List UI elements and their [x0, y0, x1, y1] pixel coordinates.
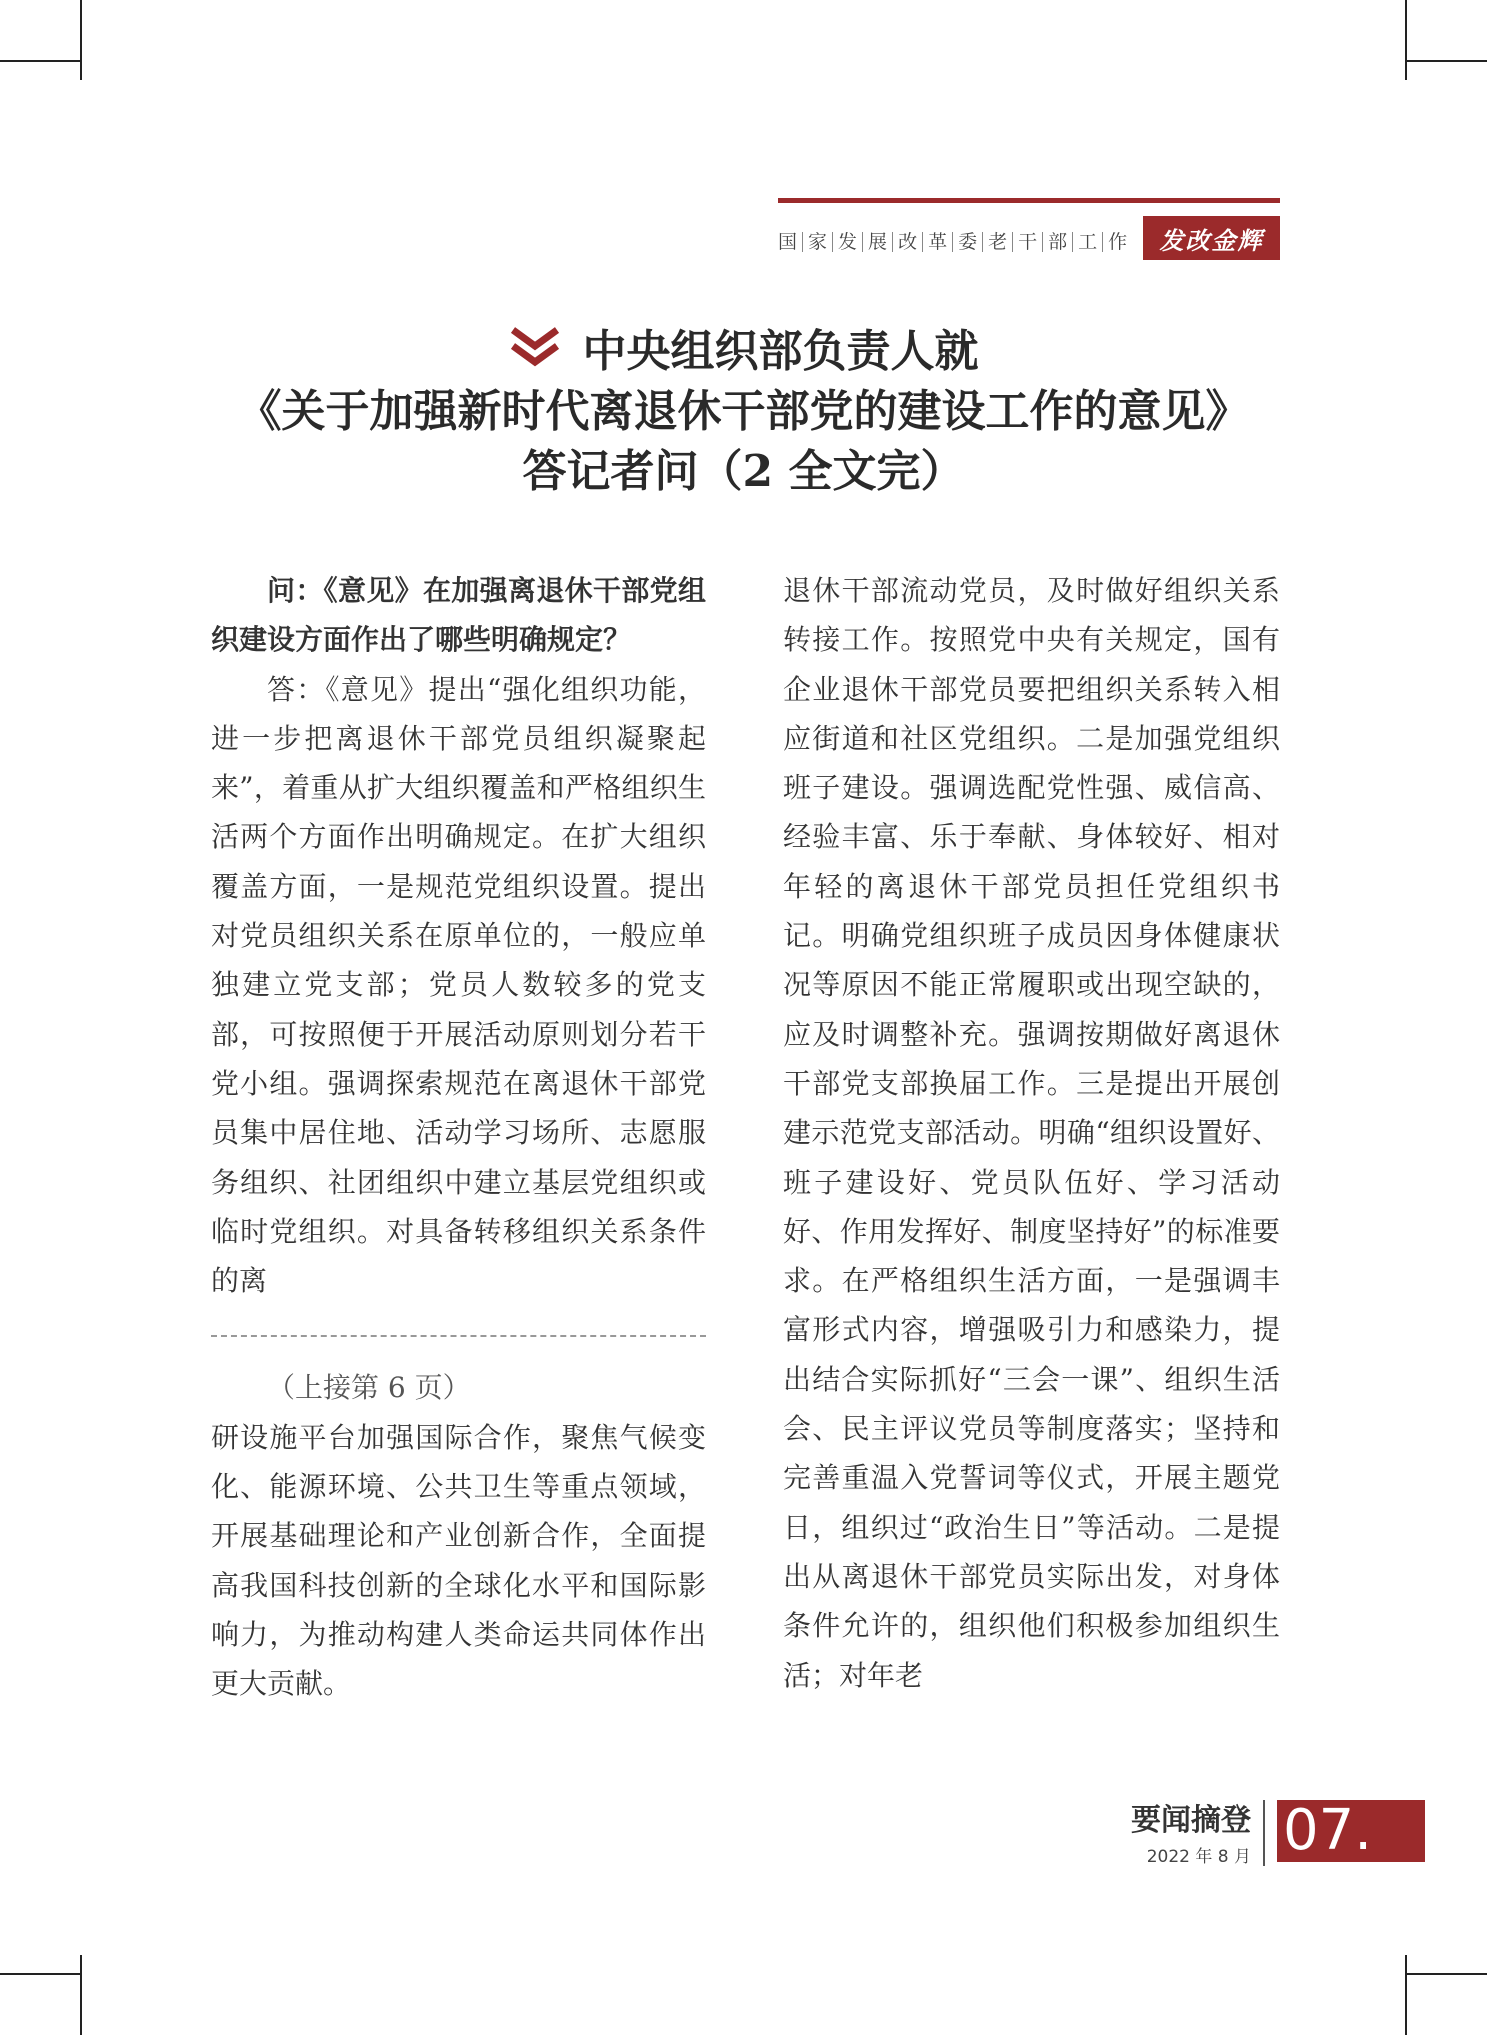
title-text-1: 中央组织部负责人就: [582, 326, 979, 377]
tagline-char: 部: [1043, 232, 1073, 252]
tagline-char: 改: [893, 232, 923, 252]
crop-mark: [80, 0, 82, 80]
tagline-char: 展: [863, 232, 893, 252]
tagline-char: 干: [1013, 232, 1043, 252]
tagline-char: 发: [833, 232, 863, 252]
header-tagline: [778, 228, 1132, 256]
continued-from-note: （上接第 6 页）: [267, 1371, 471, 1405]
crop-mark: [80, 1955, 82, 2035]
crop-mark: [1407, 60, 1487, 62]
footer-section-title: 要闻摘登: [1131, 1803, 1251, 1838]
footer-separator: [1263, 1800, 1265, 1866]
page-number: 07.: [1277, 1800, 1425, 1862]
crop-mark: [0, 1973, 80, 1975]
crop-mark: [1407, 1973, 1487, 1975]
tagline-char: 革: [923, 232, 953, 252]
footer-issue-date: 2022 年 8 月: [1146, 1847, 1251, 1867]
header-rule: [778, 198, 1280, 203]
right-column: [783, 566, 1280, 1700]
crop-mark: [1405, 1955, 1407, 2035]
continued-paragraph: 研设施平台加强国际合作，聚焦气候变化、能源环境、公共卫生等重点领域，开展基础理论和产业创新合作，全面提高我国科技创新的全球化水平和国际影响力，为推动构建人类命运共同体作出更大贡献。: [211, 1420, 706, 1701]
crop-mark: [0, 60, 80, 62]
answer-paragraph: 答：《意见》提出“强化组织功能，进一步把离退休干部党员组织凝聚起来”，着重从扩大组织覆盖和严格组织生活两个方面作出明确规定。在扩大组织覆盖方面，一是规范党组织设置。提出对党员组织关系在原单位的，一般应单独建立党支部；党员人数较多的党支部，可按照便于开展活动原则划分若干党小组。强调探索规范在离退休干部党员集中居住地、活动学习场所、志愿服务组织、社团组织中建立基层党组织或临时党组织。对具备转移组织关系条件的离: [211, 672, 706, 1298]
crop-mark: [1405, 0, 1407, 80]
tagline-char: 老: [983, 232, 1013, 252]
tagline-char: 国: [778, 232, 803, 252]
question-paragraph: 问：《意见》在加强离退休干部党组织建设方面作出了哪些明确规定？: [211, 574, 706, 657]
title-line-2: 《关于加强新时代离退休干部党的建设工作的意见》: [237, 386, 1250, 437]
dashed-divider: [211, 1335, 706, 1337]
tagline-char: 家: [803, 232, 833, 252]
tagline-char: 委: [953, 232, 983, 252]
tagline-char: 作: [1108, 231, 1128, 253]
right-paragraph: 退休干部流动党员，及时做好组织关系转接工作。按照党中央有关规定，国有企业退休干部党员要把组织关系转入相应街道和社区党组织。二是加强党组织班子建设。强调选配党性强、威信高、经验丰富、乐于奉献、身体较好、相对年轻的离退休干部党员担任党组织书记。明确党组织班子成员因身体健康状况等原因不能正常履职或出现空缺的，应及时调整补充。强调按期做好离退休干部党支部换届工作。三是提出开展创建示范党支部活动。明确“组织设置好、班子建设好、党员队伍好、学习活动好、作用发挥好、制度坚持好”的标准要求。在严格组织生活方面，一是强调丰富形式内容，增强吸引力和感染力，提出结合实际抓好“三会一课”、组织生活会、民主评议党员等制度落实；坚持和完善重温入党誓词等仪式，开展主题党日，组织过“政治生日”等活动。二是提出从离退休干部党员实际出发，对身体条件允许的，组织他们积极参加组织生活；对年老: [783, 574, 1280, 1692]
article-title: [150, 322, 1337, 502]
left-column: [211, 566, 706, 1709]
tagline-char: 工: [1073, 232, 1103, 252]
title-line-1: [150, 322, 1337, 382]
title-line-3: 答记者问（2 全文完）: [522, 446, 965, 497]
double-chevron-down-icon: [509, 326, 561, 370]
column-badge: 发改金辉: [1143, 216, 1280, 260]
